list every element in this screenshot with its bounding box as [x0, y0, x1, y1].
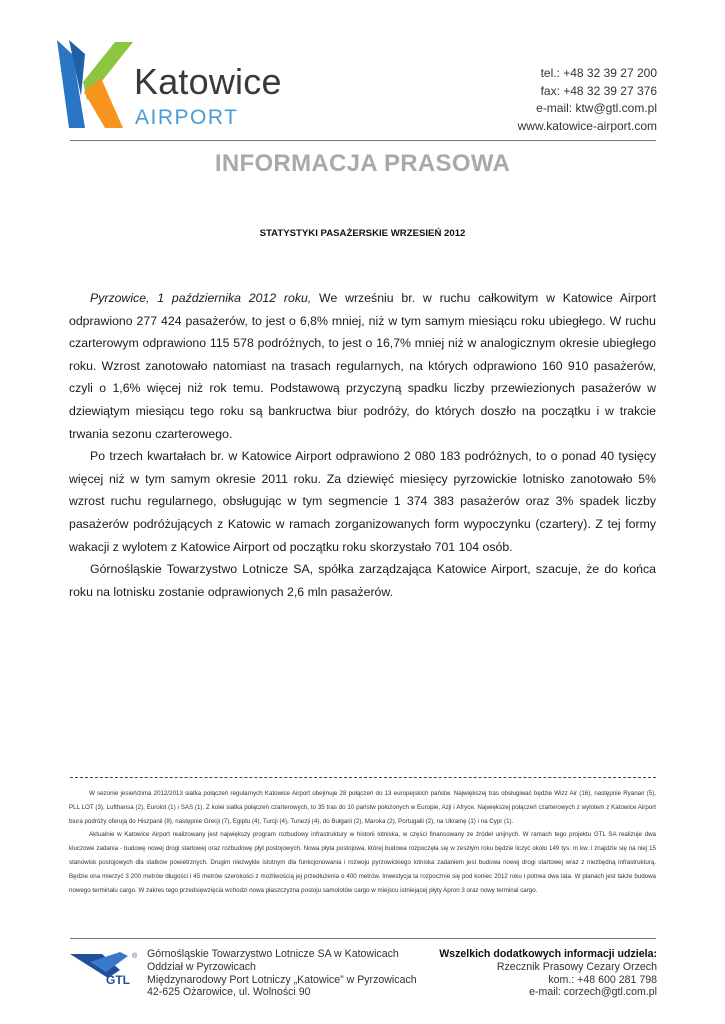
- press-email[interactable]: e-mail: corzech@gtl.com.pl: [529, 986, 657, 999]
- contact-email[interactable]: e-mail: ktw@gtl.com.pl: [536, 101, 657, 115]
- gtl-logo-text: GTL: [106, 973, 130, 987]
- gtl-logo-icon: [68, 948, 140, 988]
- note-routes: W sezonie jesień/zima 2012/2013 siatka połączeń regularnych Katowice Airport obejmuje 28 połączeń do 13 europejskich państw. Największej tras obsługiwać będzie Wizz Air (16), następnie Ryanair (5), PLL LOT (3), Lufthansa (2), Eurolot (1) i SAS (1). Z kolei siatka połączeń czarterowych, to 35 tras do 10 państw położonych w Europie, Azji i Afryce. Największej połączeń czarterowych z wylotem z Katowice Airport biura podróży oferują do Hiszpanii (8), następnie Grecji (7), Egiptu (4), Turcji (4), Tunezji (4), do Bułgarii (2), Maroka (2), Portugalii (2), na Ukrainę (1) i na Cypr (1).: [69, 790, 656, 825]
- press-spokesperson: Rzecznik Prasowy Cezary Orzech: [496, 960, 657, 973]
- katowice-airport-logo-icon: [57, 40, 135, 130]
- company-port: Międzynarodowy Port Lotniczy „Katowice” w Pyrzowicach: [147, 973, 417, 986]
- header-divider: [70, 140, 656, 141]
- company-address: [147, 948, 417, 999]
- press-release-title: INFORMACJA PRASOWA: [214, 150, 511, 177]
- contact-website[interactable]: www.katowice-airport.com: [517, 118, 657, 133]
- paragraph-2: Po trzech kwartałach br. w Katowice Airport odprawiono 2 080 183 podróżnych, to o ponad 40 tysięcy więcej niż w tym samym okresie 2011 roku. Za dziewięć miesięcy pyrzowickie lotnisko zanotowało 5% wzrost ruchu regularnego, obsługując w tym segmencie 1 374 383 pasażerów oraz 3% spadek liczby pasażerów podróżujących z Katowic w ramach zorganizowanych form wypoczynku (czartery). Z tej formy wakacji z wylotem z Katowice Airport od początku roku skorzystało 701 104 osób.: [69, 449, 656, 554]
- paragraph-1: [69, 287, 656, 445]
- contact-phone: tel.: +48 32 39 27 200: [540, 66, 657, 80]
- registered-mark: ®: [132, 953, 138, 960]
- company-branch: Oddział w Pyrzowicach: [147, 960, 256, 973]
- press-contact-heading: Wszelkich dodatkowych informacji udziela:: [439, 948, 657, 960]
- company-street: 42-625 Ożarowice, ul. Wolności 90: [147, 986, 311, 999]
- paragraph-1-text: We wrześniu br. w ruchu całkowitym w Katowice Airport odprawiono 277 424 pasażerów, to jest o 6,8% mniej, niż w tym samym miesiącu roku ubiegłego. W ruchu czarterowym odprawiono 115 578 podróżnych, to jest o 16,7% mniej niż w analogicznym okresie ubiegłego roku. Wzrost zanotowało natomiast na trasach regularnych, na których odprawiono 160 910 pasażerów, czyli o 1,6% więcej niż rok temu. Podstawową przyczyną spadku liczby przewiezionych pasażerów w dziewiątym miesiącu tego roku są bankructwa biur podróży, do których doszło na początku i w trakcie trwania sezonu czarterowego.: [69, 291, 657, 441]
- brand-name: Katowice: [134, 61, 282, 102]
- contact-fax: fax: +48 32 39 27 376: [540, 83, 657, 98]
- press-contact: [439, 948, 657, 999]
- note-infrastructure: Aktualnie w Katowice Airport realizowany jest największy program rozbudowy infrastruktury w historii lotniska, w części finansowany ze źródeł unijnych. W ramach tego projektu GTL SA realizuje dwa kluczowe zadania - budowę nowej drogi startowej oraz rozbudowę płyt postojowych. Nowa płyta postojowa, której budowa rozpoczęła się w zeszłym roku będzie liczyć około 149 tys. m kw. i znajdzie się na niej 15 stanowisk postojowych dla statków powietrznych. Drugim niezwykle istotnym dla funkcjonowania i rozwoju pyrzowickiego lotniska zadaniem jest budowa nowej drogi startowej wraz z niezbędną infrastrukturą. Będzie ona mierzyć 3 200 metrów długości i 45 metrów szerokości z możliwością jej przedłużenia o 400 metrów. Inwestycja ta rozpocznie się pod koniec 2012 roku i potrwa dwa lata. W planach jest także budowa nowego terminalu cargo. W zakres tego przedsięwzięcia wchodzi nowa płaszczyzna postoju samolotów cargo w miejscu istniejącej płyty Apron 3 oraz nowy terminal cargo.: [69, 831, 656, 894]
- press-release-body: [69, 287, 656, 603]
- press-mobile: kom.: +48 600 281 798: [548, 973, 657, 986]
- document-heading: STATYSTYKI PASAŻERSKIE WRZESIEŃ 2012: [259, 228, 466, 239]
- notes-divider: [70, 777, 656, 778]
- header-contact: [518, 65, 657, 135]
- company-name: Górnośląskie Towarzystwo Lotnicze SA w Katowicach: [147, 948, 399, 960]
- dateline: Pyrzowice, 1 października 2012 roku,: [90, 291, 312, 305]
- footer-divider: [70, 938, 656, 939]
- paragraph-3: Górnośląskie Towarzystwo Lotnicze SA, spółka zarządzająca Katowice Airport, szacuje, że do końca roku na lotnisku zostanie odprawionych 2,6 mln pasażerów.: [69, 562, 656, 599]
- brand-subtitle: AIRPORT: [135, 106, 239, 129]
- notes-section: [69, 787, 656, 897]
